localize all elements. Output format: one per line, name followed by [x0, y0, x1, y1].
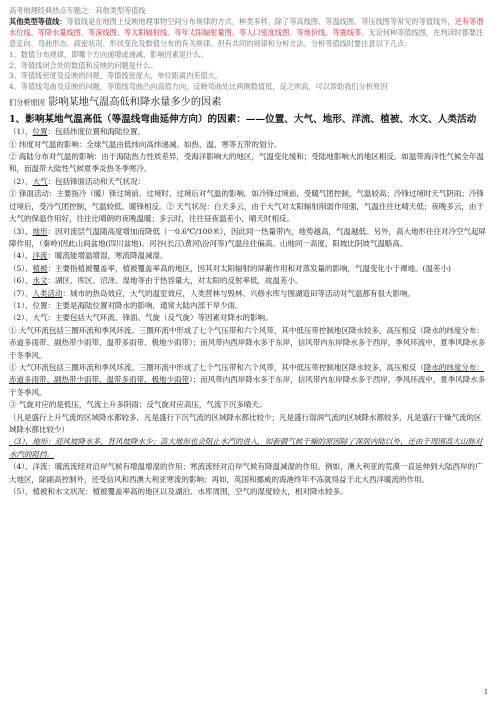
section-title-text: 影响某地气温高低和降水量多少的因素: [48, 97, 222, 109]
item-atmosphere: （2）、大气：包括锋面活动和天气状况：: [9, 176, 146, 186]
intro-point-2: 2、等值线闭合处的数值和反映的问题是什么。: [9, 60, 158, 70]
para-cyclone: （凡是盛行上升气流的区域降水都较多，凡是盛行下沉气流的区域降水都比较少；凡是盛行湿润气流的区域降水都较多，凡是盛行干燥气流的区域降水都比较少）: [9, 412, 482, 434]
section-2-heading: （1）、位置：主要是海陆位置对降水的影响，通常大陆内部干旱少雨。: [9, 300, 243, 310]
para-summary-note: （3）、地形：迎风坡降水多，背风坡降水少；高大地形也会阻止水汽的进入，如新疆气候干燥的原因除了深居内陆以外，还由于周围高大山脉对水汽的阻挡。: [9, 437, 483, 459]
intro-point-1: 1、数值分布规律，即哪个方向递增或递减，影响因素是什么。: [9, 49, 208, 59]
section-title: 们分析原因 影响某地气温高低和降水量多少的因素: [9, 97, 222, 109]
para-circulation: ① 大气环流包括三圈环流和季风环流。三圈环流中形成了七个气压带和六个风带，其中低压带控制地区降水较多，高压相反（降水的纬度分布：赤道多雨带、副热带少雨带、温带多雨带、极地少雨带）；而风带内西岸降水多于东岸，信风带内东岸降水多于西岸，季风环流中，夏季风降水多于冬季风。: [9, 362, 486, 397]
intro-paragraph: 其他类型等值线：等值线是在地图上反映地理事物空间分布规律的方式，种类多样，除了等高线图、等温线图、等压线图等常见的等值线外，还有等潜水位线、等降水量线图、等深线图、等太阳辐射线、等年太阳辐射量图、等人口密度线图、等地价线、等震线等。无论何种等值线图，在判读时都要注意走向、弯曲形态、疏密状况、形状变化及数值分布的有关规律。但有共同的规律和分析方法，分析等值线时要注意以下几点：: [9, 16, 484, 48]
para-precip-atmosphere: ① 大气环流包括三圈环流和季风环流。三圈环流中形成了七个气压带和六个风带，其中低压带控制地区降水较多，高压相反（降水的纬度分布：赤道多雨带、副热带少雨带、温带多雨带、极地少雨带）；而风带内西岸降水多于东岸，信风带内东岸降水多于西岸，季风环流中，夏季风降水多于冬季风。: [9, 325, 486, 360]
para-fronts: ① 锋面活动：主要指冷（暖）锋过境前、过境时、过境后对气温的影响。如冷锋过境前，受暖气团控制，气温较高；冷锋过境时天气阴雨；冷锋过境后，受冷气团控制，气温较低。暖锋相反。② 天气状况：白天多云，由于大气对太阳辐射削弱作用强，气温往往比晴天低；夜晚多云，由于大气的保温作用好，往往比晴朗的夜晚温暖；多云时，往往昼夜温差小，晴天时相反。: [9, 189, 484, 224]
intro-point-4: 4、等值线弯曲及反映的问题，等值线弯曲凸向高值方向，反映弯曲处比两侧数值低，反之则高，可以帮助我们分析原因: [9, 82, 388, 92]
intro-point-3: 3、等值线密度及反映的问题，等值线密度大，单位距离内差值大。: [9, 71, 223, 81]
item-human: （7）、人类活动：城市的热岛效应，大气的温室效应，人类营林与毁林、兴修水库与围湖造田等活动对气温都有很大影响。: [9, 288, 416, 298]
para-land-sea: ② 海陆分布对气温的影响：由于海陆热力性质差异，受海洋影响大的地区，气温变化缓和；受陆地影响大的地区相反。如温带海洋性气候全年温和，而温带大陆性气候夏季炎热冬季寒冷。: [9, 152, 484, 174]
item-terrain: （3）、地形：因对流层气温随高度增加而降低（一0.6℃/100米），因此同一热量带内，地势越高，气温越低。另外，高大地形往往对冷空气起屏障作用，（秦岭)因此山间盆地(四川盆地)、河谷(长江\黄河\汾河等)气温往往偏高。山地同一高度，阳坡比阴坡气温略高。: [9, 226, 486, 248]
para-precip-currents: （5）、植被和水文状况：植被覆盖率高的地区以及湖泊、水库周围，空气的湿度较大，相对降水较多。: [9, 487, 348, 497]
item-currents: （4）、洋流：暖流能增温增湿，寒流降温减湿。: [9, 251, 168, 261]
section-1-heading: 1、影响某地气温高低（等温线弯曲延伸方向）的因素：——位置、大气、地形、洋流、植被、水文、人类活动: [9, 114, 477, 126]
page-number: 1: [483, 688, 488, 696]
doc-header: 高考地理经典热点专题之：其他类型等值线: [9, 6, 146, 15]
para-front-precip: ③ 气旋对应的是低压，气流上升多阴雨；反气旋对应高压，气流下沉多晴天。: [9, 400, 267, 410]
item-vegetation: （5）、植被：主要指植被覆盖率，植被覆盖率高的地区，因其对太阳辐射的屏蔽作用和对蒸发量的影响，气温变化小于裸地。(温差小): [9, 263, 451, 273]
para-latitude: ① 纬度对气温的影响：全球气温由低纬向高纬递减。如热、温、寒等五带的划分。: [9, 139, 282, 149]
intro-block: [9, 6, 487, 93]
para-precip-terrain: （4）、洋流：暖流流经对沿岸气候有增温增湿的作用；寒流流经对沿岸气候有降温减湿的作用。例如，澳大利亚的荒漠一直延伸到大陆西岸的广大地区，除副高控制外，还受信风和西澳大利亚寒流的影响；再如，英国和挪威的海港终年不冻就得益于北大西洋暖流的作用。: [9, 462, 483, 484]
body-block: [9, 126, 487, 498]
item-hydrology: （6）、水文：湖区、库区、沼泽、湿地等由于热容量大，对太阳的反射率低，故温差小。: [9, 276, 303, 286]
para-precip-location: （2）、大气：主要包括大气环流、锋面、气旋（反气旋）等因素对降水的影响。: [9, 313, 273, 323]
item-location: （1）、位置：包括纬度位置和海陆位置。: [9, 127, 146, 137]
